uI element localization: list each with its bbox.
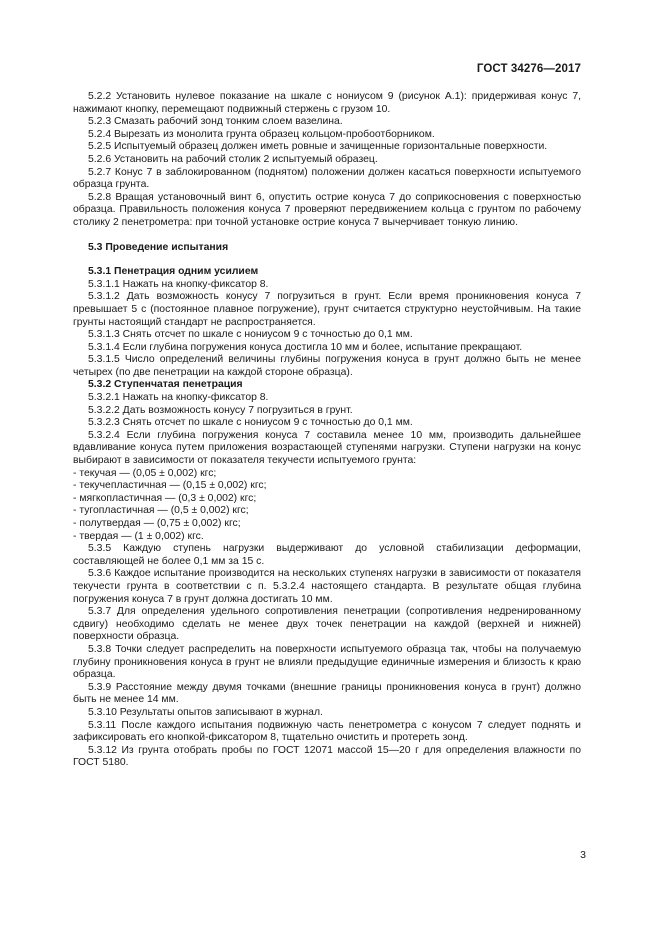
- section-heading-5-3: 5.3 Проведение испытания: [88, 241, 229, 253]
- clause-5-2-7: 5.2.7 Конус 7 в заблокированном (поднятом) положении должен касаться поверхности испытуемого образца грунта.: [73, 166, 581, 191]
- clause-5-3-2-3: 5.3.2.3 Снять отсчет по шкале с нониусом 9 с точностью до 0,1 мм.: [88, 417, 413, 429]
- clause-5-3-9: 5.3.9 Расстояние между двумя точками (внешние границы проникновения конуса в грунт) должно быть не менее 14 мм.: [73, 681, 581, 706]
- clause-5-2-2: 5.2.2 Установить нулевое показание на шкале с нониусом 9 (рисунок А.1): придерживая конус 7, нажимают кнопку, перемещают подвижный стержень с грузом 10.: [73, 91, 581, 115]
- clause-5-3-1-1: 5.3.1.1 Нажать на кнопку-фиксатор 8.: [88, 278, 269, 290]
- clause-5-3-1-4: 5.3.1.4 Если глубина погружения конуса достигла 10 мм и более, испытание прекращают.: [88, 341, 523, 353]
- clause-5-3-1-2: 5.3.1.2 Дать возможность конусу 7 погрузиться в грунт. Если время проникновения конуса 7 превышает 5 с (постоянное плавное погружение), грунт считается структурно неустойчивым. На такие грунты настоящий стандарт не распространяется.: [73, 291, 581, 328]
- clause-5-2-5: 5.2.5 Испытуемый образец должен иметь ровные и зачищенные горизонтальные поверхности.: [88, 141, 548, 153]
- subsection-heading-5-3-2: 5.3.2 Ступенчатая пенетрация: [88, 379, 243, 391]
- standard-header: ГОСТ 34276—2017: [476, 63, 581, 75]
- list-item: - текучая — (0,05 ± 0,002) кгс;: [73, 467, 217, 479]
- clause-5-3-1-5: 5.3.1.5 Число определений величины глубины погружения конуса в грунт должно быть не менее четырех (по две пенетрации на каждой стороне образца).: [73, 354, 581, 378]
- document-body: [73, 91, 581, 770]
- clause-5-2-4: 5.2.4 Вырезать из монолита грунта образец кольцом-пробоотборником.: [88, 128, 435, 140]
- clause-5-2-3: 5.2.3 Смазать рабочий зонд тонким слоем вазелина.: [88, 116, 343, 128]
- clause-5-3-7: 5.3.7 Для определения удельного сопротивления пенетрации (сопротивления недренированному сдвигу) необходимо сделать не менее двух точек пенетрации на каждой (верхней и нижней) поверхности образца.: [73, 606, 581, 643]
- clause-5-3-2-1: 5.3.2.1 Нажать на кнопку-фиксатор 8.: [88, 392, 269, 404]
- page-number: 3: [580, 849, 586, 861]
- clause-5-2-8: 5.2.8 Вращая установочный винт 6, опустить острие конуса 7 до соприкосновения с поверхностью образца. Правильность положения конуса 7 проверяют передвижением кольца с грунтом по рабочему столику 2 пенетрометра: при точной установке острие конуса 7 вычерчивает тонкую линию.: [73, 191, 581, 228]
- list-item: - мягкопластичная — (0,3 ± 0,002) кгс;: [73, 492, 257, 504]
- clause-5-3-2-2: 5.3.2.2 Дать возможность конусу 7 погрузиться в грунт.: [88, 404, 353, 416]
- clause-5-3-12: 5.3.12 Из грунта отобрать пробы по ГОСТ 12071 массой 15—20 г для определения влажности по ГОСТ 5180.: [73, 744, 581, 769]
- list-item: - текучепластичная — (0,15 ± 0,002) кгс;: [73, 480, 267, 492]
- clause-5-2-6: 5.2.6 Установить на рабочий столик 2 испытуемый образец.: [88, 153, 378, 165]
- list-item: - твердая — (1 ± 0,002) кгс.: [73, 530, 204, 542]
- subsection-heading-5-3-1: 5.3.1 Пенетрация одним усилием: [88, 266, 259, 278]
- clause-5-3-5: 5.3.5 Каждую ступень нагрузки выдерживают до условной стабилизации деформации, составляющей не более 0,1 мм за 15 с.: [73, 543, 581, 567]
- clause-5-3-6: 5.3.6 Каждое испытание производится на нескольких ступенях нагрузки в зависимости от показателя текучести грунта в соответствии с п. 5.3.2.4 настоящего стандарта. В результате общая глубина погружения конуса 7 в грунт должна достигать 10 мм.: [73, 568, 581, 605]
- clause-5-3-10: 5.3.10 Результаты опытов записывают в журнал.: [88, 706, 323, 718]
- clause-5-3-2-4: 5.3.2.4 Если глубина погружения конуса 7 составила менее 10 мм, производить дальнейшее вдавливание конуса путем приложения возрастающей ступенями нагрузки. Ступени нагрузки на конус выбирают в зависимости от показателя текучести испытуемого грунта:: [73, 429, 581, 467]
- clause-5-3-1-3: 5.3.1.3 Снять отсчет по шкале с нониусом 9 с точностью до 0,1 мм.: [88, 329, 413, 341]
- list-item: - полутвердая — (0,75 ± 0,002) кгс;: [73, 518, 241, 529]
- list-item: - тугопластичная — (0,5 ± 0,002) кгс;: [73, 505, 249, 517]
- clause-5-3-8: 5.3.8 Точки следует распределить на поверхности испытуемого образца так, чтобы на получаемую глубину проникновения конуса в грунт не влияли предыдущие единичные измерения и близость к краю образца.: [73, 643, 581, 681]
- clause-5-3-11: 5.3.11 После каждого испытания подвижную часть пенетрометра с конусом 7 следует поднять и зафиксировать его кнопкой-фиксатором 8, тщательно очистить и протереть зонд.: [73, 719, 581, 744]
